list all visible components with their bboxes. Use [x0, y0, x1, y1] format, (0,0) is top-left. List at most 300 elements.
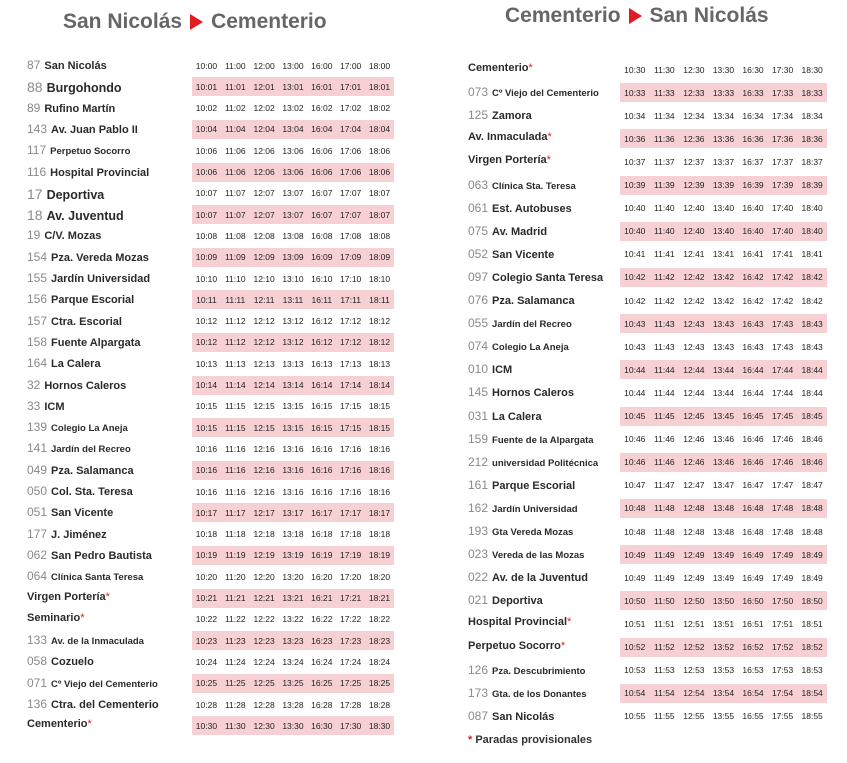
stop-name: San Vicente — [51, 507, 114, 520]
time-cell: 18:46 — [801, 434, 823, 445]
time-cell: 10:16 — [195, 486, 218, 497]
stop-label — [468, 640, 565, 652]
time-cell: 12:22 — [253, 614, 275, 625]
time-cell: 18:43 — [801, 318, 823, 329]
table-row — [0, 498, 847, 519]
time-cell: 16:43 — [742, 341, 764, 352]
time-cell: 12:36 — [683, 133, 705, 144]
time-cell: 18:20 — [368, 571, 391, 582]
time-cell: 10:53 — [624, 665, 646, 676]
time-cell: 12:15 — [253, 401, 275, 412]
time-cell: 12:28 — [253, 699, 275, 710]
time-cell: 10:36 — [624, 133, 646, 144]
time-cell: 17:46 — [771, 457, 794, 468]
time-cell: 16:28 — [311, 699, 333, 710]
time-cell: 11:46 — [654, 457, 675, 468]
time-cell: 10:17 — [195, 507, 218, 518]
time-cell: 18:24 — [368, 656, 391, 667]
time-cell: 17:55 — [771, 711, 794, 722]
time-cell: 12:37 — [683, 156, 705, 167]
time-cell: 16:40 — [742, 203, 764, 214]
stop-name: Av. de la Juventud — [492, 572, 588, 585]
time-cell: 10:30 — [195, 720, 218, 731]
time-cell: 11:02 — [224, 103, 246, 114]
time-cell: 12:15 — [253, 422, 275, 433]
departure-times — [620, 360, 827, 379]
time-cell: 18:43 — [801, 341, 823, 352]
time-cell: 10:50 — [624, 595, 646, 606]
time-cell: 17:45 — [771, 411, 794, 421]
stop-name: Burgohondo — [46, 81, 122, 96]
stop-name: San Pedro Bautista — [51, 549, 152, 562]
time-cell: 12:18 — [253, 529, 275, 540]
time-cell: 17:20 — [340, 571, 362, 582]
time-cell: 10:41 — [624, 249, 646, 260]
time-cell: 11:16 — [224, 465, 246, 476]
time-cell: 11:11 — [225, 294, 246, 305]
time-cell: 17:51 — [771, 618, 794, 629]
time-cell: 17:16 — [340, 465, 362, 476]
stop-code: 049 — [27, 462, 48, 477]
table-row — [0, 544, 847, 565]
time-cell: 10:12 — [195, 316, 218, 327]
stop-code: 212 — [468, 454, 489, 469]
time-cell: 13:40 — [712, 203, 735, 214]
time-cell: 11:49 — [654, 549, 675, 560]
time-cell: 10:54 — [624, 688, 646, 699]
time-cell: 10:15 — [195, 401, 218, 412]
stop-label — [468, 339, 569, 353]
stop-label — [468, 293, 575, 307]
table-row — [0, 290, 847, 311]
time-cell: 13:12 — [282, 316, 304, 327]
stop-name: Rufino Martín — [44, 102, 116, 115]
stop-code: 133 — [27, 633, 48, 648]
time-cell: 16:51 — [742, 618, 764, 629]
time-cell: 11:12 — [224, 337, 246, 348]
departure-times — [620, 60, 827, 79]
stop-code: 136 — [27, 697, 48, 711]
time-cell: 16:49 — [742, 549, 764, 560]
table-row — [0, 59, 847, 80]
time-cell: 18:14 — [368, 380, 391, 390]
stop-label — [468, 524, 573, 538]
time-cell: 10:42 — [624, 295, 646, 306]
time-cell: 12:48 — [683, 503, 705, 514]
time-cell: 11:48 — [654, 503, 675, 514]
stop-code: 173 — [468, 685, 489, 700]
departure-times — [620, 383, 827, 402]
stop-name: Vereda de las Mozas — [492, 550, 585, 562]
stop-label — [468, 62, 533, 74]
departure-times — [620, 545, 827, 564]
stop-name: San Vicente — [492, 248, 555, 261]
left-title-from: San Nicolás — [63, 10, 183, 33]
stop-name: Jardín del Recreo — [492, 319, 572, 331]
time-cell: 17:02 — [340, 103, 362, 114]
stop-code: 062 — [27, 547, 48, 562]
stop-name: Deportiva — [492, 595, 543, 608]
stop-name: Pza. Vereda Mozas — [51, 251, 149, 264]
stop-label — [468, 385, 574, 399]
time-cell: 13:48 — [712, 526, 735, 537]
stop-label — [468, 224, 547, 238]
stop-name: Clínica Sta. Teresa — [492, 180, 576, 192]
time-cell: 13:46 — [712, 457, 735, 468]
time-cell: 10:01 — [195, 81, 218, 92]
time-cell: 13:36 — [712, 133, 735, 144]
time-cell: 17:18 — [340, 529, 362, 540]
time-cell: 12:42 — [683, 272, 705, 283]
time-cell: 16:02 — [311, 103, 333, 114]
time-cell: 12:23 — [253, 635, 275, 646]
time-cell: 16:18 — [311, 529, 333, 540]
time-cell: 18:28 — [368, 699, 391, 710]
time-cell: 10:16 — [195, 465, 218, 476]
stop-name: Cº Viejo del Cementerio — [51, 678, 158, 690]
time-cell: 13:16 — [282, 465, 304, 476]
stop-name: Pza. Salamanca — [51, 464, 134, 477]
time-cell: 13:17 — [282, 507, 304, 518]
departure-times — [620, 591, 827, 610]
time-cell: 18:30 — [801, 64, 823, 75]
time-cell: 10:43 — [624, 341, 646, 352]
time-cell: 12:07 — [253, 209, 275, 220]
stop-name: Av. Juventud — [46, 209, 124, 224]
time-cell: 12:30 — [683, 64, 705, 75]
time-cell: 16:07 — [311, 188, 333, 199]
stop-code: 193 — [468, 524, 489, 538]
right-title-from: Cementerio — [505, 4, 621, 27]
stop-name: Parque Escorial — [492, 479, 576, 492]
time-cell: 12:40 — [683, 226, 705, 237]
stop-label — [468, 478, 575, 492]
time-cell: 13:19 — [282, 550, 304, 561]
time-cell: 12:41 — [683, 249, 705, 260]
stop-label — [468, 686, 587, 700]
stop-label — [468, 570, 588, 584]
stop-label — [468, 616, 571, 628]
departure-times — [620, 129, 827, 148]
time-cell: 11:52 — [654, 642, 675, 652]
time-cell: 16:39 — [742, 180, 764, 190]
stop-code: 116 — [27, 164, 47, 179]
stop-code: 159 — [468, 431, 489, 446]
time-cell: 17:07 — [340, 209, 362, 220]
time-cell: 18:22 — [368, 614, 391, 625]
time-cell: 18:46 — [801, 457, 823, 468]
time-cell: 11:15 — [224, 422, 246, 433]
time-cell: 10:55 — [624, 711, 646, 722]
time-cell: 16:53 — [742, 665, 764, 676]
time-cell: 11:17 — [224, 507, 246, 518]
stop-name: Av. Madrid — [492, 225, 548, 238]
time-cell: 18:25 — [368, 678, 391, 689]
time-cell: 13:04 — [282, 124, 304, 135]
time-cell: 18:54 — [801, 688, 823, 699]
departure-times — [620, 314, 827, 333]
time-cell: 10:19 — [195, 550, 218, 561]
table-row — [0, 244, 847, 265]
stop-code: 010 — [468, 362, 489, 377]
stop-label — [468, 409, 542, 423]
time-cell: 13:44 — [712, 364, 735, 375]
time-cell: 18:16 — [368, 465, 391, 476]
time-cell: 18:11 — [369, 294, 390, 305]
time-cell: 13:54 — [712, 688, 735, 699]
time-cell: 11:28 — [224, 699, 246, 710]
time-cell: 13:18 — [282, 529, 304, 540]
time-cell: 17:08 — [340, 230, 362, 241]
time-cell: 13:13 — [282, 358, 304, 369]
time-cell: 11:54 — [654, 688, 675, 699]
time-cell: 17:30 — [771, 64, 794, 75]
time-cell: 11:43 — [654, 341, 675, 352]
stop-code: 155 — [27, 271, 48, 285]
time-cell: 17:53 — [771, 665, 794, 676]
time-cell: 17:15 — [340, 422, 362, 433]
time-cell: 16:52 — [742, 642, 764, 652]
stop-code: 19 — [27, 228, 41, 243]
time-cell: 18:47 — [801, 480, 823, 491]
stop-code: 097 — [468, 269, 489, 284]
time-cell: 10:02 — [195, 103, 218, 114]
time-cell: 13:42 — [712, 272, 735, 283]
time-cell: 12:40 — [683, 203, 705, 214]
time-cell: 13:07 — [282, 209, 304, 220]
departure-times — [620, 291, 827, 310]
time-cell: 12:48 — [683, 526, 705, 537]
time-cell: 13:23 — [282, 635, 304, 646]
time-cell: 16:11 — [311, 294, 333, 305]
time-cell: 13:30 — [712, 64, 735, 75]
time-cell: 12:51 — [683, 618, 705, 629]
time-cell: 10:14 — [195, 380, 218, 390]
table-row — [0, 359, 847, 380]
stop-name: La Calera — [51, 358, 101, 371]
time-cell: 11:42 — [654, 272, 675, 283]
time-cell: 16:46 — [742, 434, 764, 445]
stop-name: Deportiva — [46, 187, 105, 202]
table-row — [0, 429, 847, 450]
time-cell: 11:07 — [224, 188, 246, 199]
time-cell: 12:55 — [683, 711, 705, 722]
time-cell: 11:41 — [654, 249, 675, 260]
time-cell: 17:19 — [340, 550, 362, 561]
direction-arrow-icon — [190, 14, 203, 30]
time-cell: 10:46 — [624, 457, 646, 468]
time-cell: 11:00 — [224, 60, 246, 71]
stop-code: 158 — [27, 334, 48, 349]
time-cell: 12:10 — [253, 273, 275, 284]
time-cell: 10:49 — [624, 572, 646, 583]
time-cell: 11:24 — [224, 656, 246, 667]
time-cell: 17:40 — [771, 203, 794, 214]
stop-code: 087 — [468, 708, 489, 723]
stop-code: 052 — [468, 246, 489, 261]
stop-name: ICM — [44, 400, 65, 413]
time-cell: 11:14 — [224, 380, 246, 390]
time-cell: 17:09 — [340, 252, 362, 263]
time-cell: 11:20 — [224, 571, 246, 582]
time-cell: 16:15 — [311, 401, 333, 412]
time-cell: 10:39 — [624, 180, 646, 190]
time-cell: 16:44 — [742, 364, 764, 375]
stop-code: 157 — [27, 313, 48, 328]
stop-code: 021 — [468, 593, 489, 608]
provisional-marker: * — [560, 639, 566, 652]
time-cell: 10:24 — [195, 656, 218, 667]
time-cell: 12:19 — [253, 550, 275, 561]
stop-code: 18 — [27, 207, 43, 224]
time-cell: 16:01 — [311, 81, 333, 92]
table-row — [0, 683, 847, 704]
time-cell: 11:40 — [654, 226, 675, 237]
stop-label — [468, 201, 572, 215]
stop-name: La Calera — [492, 410, 542, 423]
time-cell: 11:43 — [654, 318, 675, 329]
stop-name: Jardín Universidad — [51, 273, 151, 285]
time-cell: 16:21 — [311, 593, 333, 603]
time-cell: 18:37 — [801, 156, 823, 167]
time-cell: 11:50 — [654, 595, 675, 606]
provisional-marker: * — [546, 154, 551, 167]
time-cell: 13:00 — [282, 60, 304, 71]
time-cell: 10:49 — [624, 549, 646, 560]
table-row — [0, 706, 847, 727]
time-cell: 18:48 — [801, 526, 823, 537]
stop-code: 164 — [27, 356, 48, 371]
time-cell: 11:33 — [654, 87, 675, 98]
time-cell: 16:09 — [311, 252, 333, 263]
time-cell: 17:44 — [771, 364, 794, 375]
footnote-star: * — [468, 734, 473, 746]
departure-times — [620, 407, 827, 426]
stop-name: Parque Escorial — [51, 294, 135, 307]
table-row — [0, 175, 847, 199]
time-cell: 11:30 — [224, 720, 246, 731]
time-cell: 13:22 — [282, 614, 304, 625]
time-cell: 16:06 — [311, 145, 333, 156]
time-cell: 12:09 — [253, 252, 275, 263]
time-cell: 16:30 — [742, 64, 764, 75]
departure-times — [620, 430, 827, 449]
departure-times — [620, 268, 827, 287]
stop-label — [468, 709, 554, 723]
time-cell: 11:34 — [654, 110, 675, 121]
time-cell: 13:39 — [712, 180, 735, 190]
stop-label — [468, 501, 578, 515]
time-cell: 13:20 — [282, 571, 304, 582]
stop-name: Colegio La Aneja — [492, 342, 569, 354]
stop-label — [468, 154, 551, 166]
stop-name: Virgen Portería — [27, 590, 106, 603]
time-cell: 18:15 — [368, 422, 391, 433]
time-cell: 11:36 — [654, 133, 675, 144]
departure-times — [620, 661, 827, 680]
time-cell: 17:28 — [340, 699, 362, 710]
time-cell: 13:15 — [282, 422, 304, 433]
time-cell: 16:30 — [311, 720, 333, 731]
time-cell: 12:00 — [253, 60, 275, 71]
time-cell: 18:13 — [368, 358, 391, 369]
stop-name: Fuente de la Alpargata — [492, 434, 594, 446]
time-cell: 11:46 — [654, 434, 675, 445]
time-cell: 10:09 — [195, 252, 218, 263]
time-cell: 12:16 — [253, 443, 275, 454]
stop-name: Seminario — [27, 611, 81, 624]
time-cell: 18:16 — [368, 443, 391, 454]
stop-name: C/V. Mozas — [44, 230, 102, 243]
time-cell: 12:14 — [253, 380, 275, 390]
time-cell: 18:36 — [801, 133, 823, 144]
time-cell: 10:33 — [624, 87, 646, 98]
time-cell: 12:49 — [683, 549, 705, 560]
table-row — [0, 151, 847, 172]
time-cell: 17:22 — [340, 614, 362, 625]
departure-times — [620, 638, 827, 657]
time-cell: 17:10 — [340, 273, 362, 284]
time-cell: 18:34 — [801, 110, 823, 121]
time-cell: 17:12 — [340, 316, 362, 327]
departure-times — [620, 245, 827, 264]
time-cell: 18:17 — [368, 507, 391, 518]
departure-times — [620, 83, 827, 102]
stop-code: 051 — [27, 505, 48, 520]
time-cell: 17:47 — [771, 480, 794, 491]
time-cell: 17:49 — [771, 549, 794, 560]
table-row — [0, 267, 847, 288]
time-cell: 11:51 — [654, 618, 675, 629]
time-cell: 13:16 — [282, 443, 304, 454]
time-cell: 10:12 — [195, 337, 218, 348]
time-cell: 10:42 — [624, 272, 646, 283]
time-cell: 17:48 — [771, 503, 794, 514]
time-cell: 16:48 — [742, 503, 764, 514]
time-cell: 11:08 — [224, 230, 246, 241]
time-cell: 12:12 — [253, 316, 275, 327]
time-cell: 16:42 — [742, 272, 764, 283]
stop-code: 061 — [468, 200, 489, 215]
time-cell: 11:13 — [224, 358, 246, 369]
time-cell: 10:07 — [195, 209, 218, 220]
departure-times — [620, 176, 827, 195]
stop-name: Fuente Alpargata — [51, 336, 141, 349]
table-row — [0, 475, 847, 496]
time-cell: 18:53 — [801, 665, 823, 676]
stop-code: 139 — [27, 420, 48, 435]
time-cell: 12:34 — [683, 110, 705, 121]
stop-name: Pza. Descubrimiento — [492, 665, 586, 677]
table-row — [0, 637, 847, 658]
time-cell: 11:18 — [224, 529, 246, 540]
stop-name: Cozuelo — [51, 656, 94, 669]
provisional-marker: * — [87, 718, 92, 731]
table-row — [0, 82, 847, 103]
time-cell: 16:44 — [742, 387, 764, 398]
time-cell: 13:46 — [712, 434, 735, 445]
time-cell: 11:40 — [654, 203, 675, 214]
time-cell: 17:43 — [771, 318, 794, 329]
stop-name: universidad Politécnica — [492, 457, 599, 469]
time-cell: 17:44 — [771, 387, 794, 398]
table-row — [0, 660, 847, 681]
time-cell: 10:23 — [195, 635, 218, 646]
departure-times — [620, 499, 827, 518]
stop-label — [468, 663, 585, 677]
time-cell: 11:06 — [224, 145, 246, 156]
time-cell: 11:23 — [224, 635, 246, 646]
